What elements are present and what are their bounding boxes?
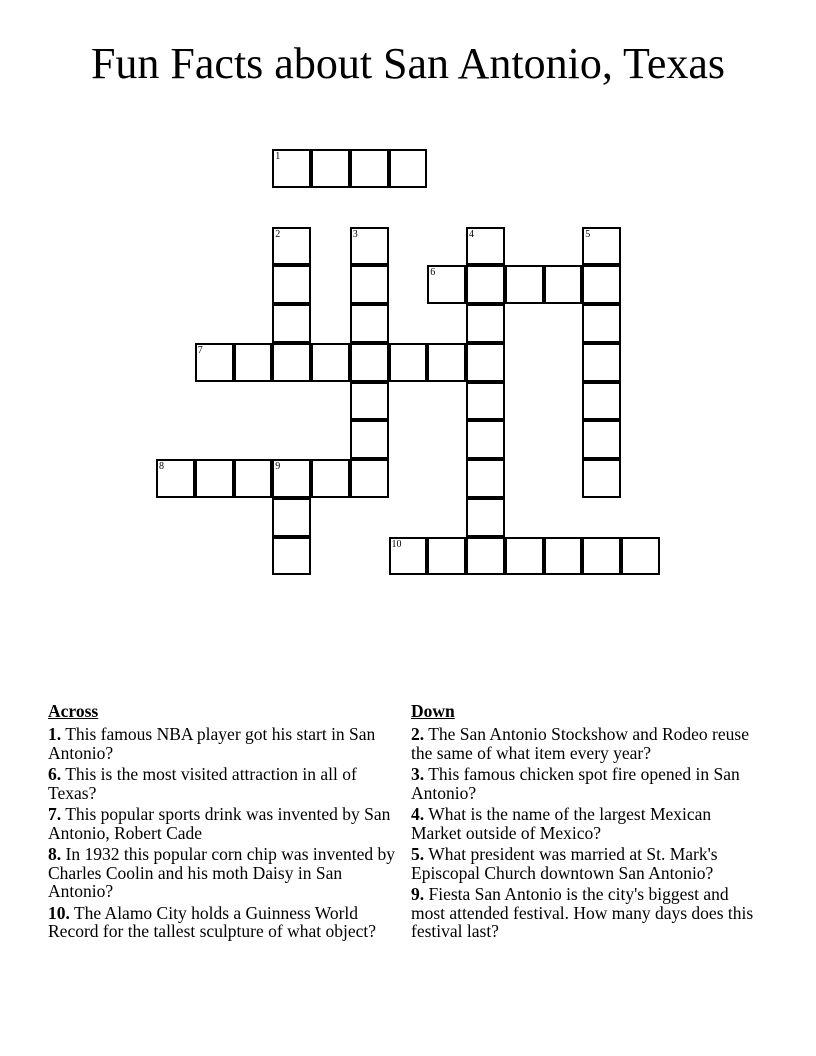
clue-text: This famous chicken spot fire opened in San Antonio?: [411, 764, 740, 803]
clue-text: This popular sports drink was invented by San Antonio, Robert Cade: [48, 804, 391, 843]
grid-cell[interactable]: [350, 382, 389, 421]
grid-cell[interactable]: [195, 459, 234, 498]
grid-cell[interactable]: [272, 343, 311, 382]
clue-number: 6.: [48, 764, 62, 784]
cell-number: 9: [275, 461, 281, 472]
grid-cell[interactable]: [272, 459, 311, 498]
grid-cell[interactable]: [544, 537, 583, 576]
clue-number: 5.: [411, 844, 425, 864]
clue-number: 7.: [48, 804, 62, 824]
grid-cell[interactable]: [389, 149, 428, 188]
clue-down-4: [411, 805, 761, 842]
clue-down-5: [411, 845, 761, 882]
cell-number: 4: [469, 228, 474, 240]
clue-across-8: [48, 845, 404, 901]
grid-cell[interactable]: [466, 304, 505, 343]
cell-number: 8: [159, 461, 164, 472]
grid-cell[interactable]: [582, 265, 621, 304]
cell-number: 6: [430, 267, 436, 279]
grid-cell[interactable]: [582, 343, 621, 382]
grid-cell[interactable]: [466, 382, 505, 421]
cell-number: 10: [391, 538, 402, 550]
grid-cell[interactable]: [621, 537, 660, 576]
grid-cell[interactable]: [466, 498, 505, 537]
grid-cell[interactable]: [350, 265, 389, 304]
cell-number: 2: [275, 228, 281, 240]
clue-number: 8.: [48, 844, 62, 864]
down-heading: Down: [411, 701, 455, 721]
grid-cell[interactable]: [582, 304, 621, 343]
down-clues: [411, 702, 761, 944]
grid-cell[interactable]: [582, 459, 621, 498]
grid-cell[interactable]: [350, 227, 389, 266]
grid-cell[interactable]: [272, 227, 311, 266]
clue-number: 4.: [411, 804, 425, 824]
clue-number: 9.: [411, 884, 425, 904]
clue-text: The San Antonio Stockshow and Rodeo reuse the same of what item every year?: [411, 724, 749, 763]
grid-cell[interactable]: [350, 459, 389, 498]
clue-text: The Alamo City holds a Guinness World Record for the tallest sculpture of what object?: [48, 902, 377, 941]
grid-cell[interactable]: [466, 459, 505, 498]
grid-cell[interactable]: [350, 149, 389, 188]
grid-cell[interactable]: [350, 343, 389, 382]
across-heading: Across: [48, 701, 99, 721]
grid-cell[interactable]: [350, 304, 389, 343]
clue-across-7: [48, 805, 404, 842]
grid-cell[interactable]: [272, 304, 311, 343]
grid-cell[interactable]: [427, 343, 466, 382]
grid-cell[interactable]: [466, 265, 505, 304]
grid-cell[interactable]: [582, 382, 621, 421]
grid-cell[interactable]: [466, 343, 505, 382]
clue-text: Fiesta San Antonio is the city's biggest and most attended festival. How many days does this festival last?: [411, 884, 754, 941]
grid-cell[interactable]: [466, 227, 505, 266]
clue-number: 3.: [411, 764, 425, 784]
grid-cell[interactable]: [582, 420, 621, 459]
clue-down-3: [411, 765, 761, 802]
cell-number: 5: [585, 228, 591, 240]
grid-cell[interactable]: [234, 459, 273, 498]
cell-number: 7: [197, 344, 203, 356]
grid-cell[interactable]: [505, 537, 544, 576]
grid-cell[interactable]: [272, 265, 311, 304]
grid-cell[interactable]: [427, 265, 466, 304]
grid-cell[interactable]: [389, 537, 428, 576]
grid-cell[interactable]: [272, 149, 311, 188]
grid-cell[interactable]: [389, 343, 428, 382]
grid-cell[interactable]: [582, 537, 621, 576]
grid-cell[interactable]: [466, 420, 505, 459]
clue-text: This is the most visited attraction in all of Texas?: [48, 764, 357, 803]
clue-down-2: [411, 725, 761, 762]
grid-cell[interactable]: [350, 420, 389, 459]
grid-cell[interactable]: [311, 459, 350, 498]
clue-number: 10.: [48, 902, 70, 923]
clue-text: What is the name of the largest Mexican Market outside of Mexico?: [411, 804, 712, 843]
clue-across-10: [48, 904, 404, 941]
grid-cell[interactable]: [427, 537, 466, 576]
clue-across-6: [48, 765, 404, 802]
clue-down-9: [411, 885, 761, 941]
clue-text: This famous NBA player got his start in San Antonio?: [48, 724, 376, 763]
cell-number: 1: [275, 151, 281, 162]
grid-cell[interactable]: [234, 343, 273, 382]
clue-text: In 1932 this popular corn chip was invented by Charles Coolin and his moth Daisy in San Antonio?: [48, 844, 396, 901]
page-title: Fun Facts about San Antonio, Texas: [90, 39, 726, 88]
grid-cell[interactable]: [466, 537, 505, 576]
grid-cell[interactable]: [195, 343, 234, 382]
grid-cell[interactable]: [156, 459, 195, 498]
grid-cell[interactable]: [582, 227, 621, 266]
grid-cell[interactable]: [272, 498, 311, 537]
clue-across-1: [48, 725, 404, 762]
grid-cell[interactable]: [544, 265, 583, 304]
clue-number: 2.: [411, 724, 425, 744]
grid-cell[interactable]: [272, 537, 311, 576]
across-clues: [48, 702, 404, 944]
grid-cell[interactable]: [311, 149, 350, 188]
grid-cell[interactable]: [311, 343, 350, 382]
grid-cell[interactable]: [505, 265, 544, 304]
clue-number: 1.: [48, 724, 62, 744]
cell-number: 3: [352, 228, 358, 240]
clue-text: What president was married at St. Mark's Episcopal Church downtown San Antonio?: [411, 844, 718, 883]
